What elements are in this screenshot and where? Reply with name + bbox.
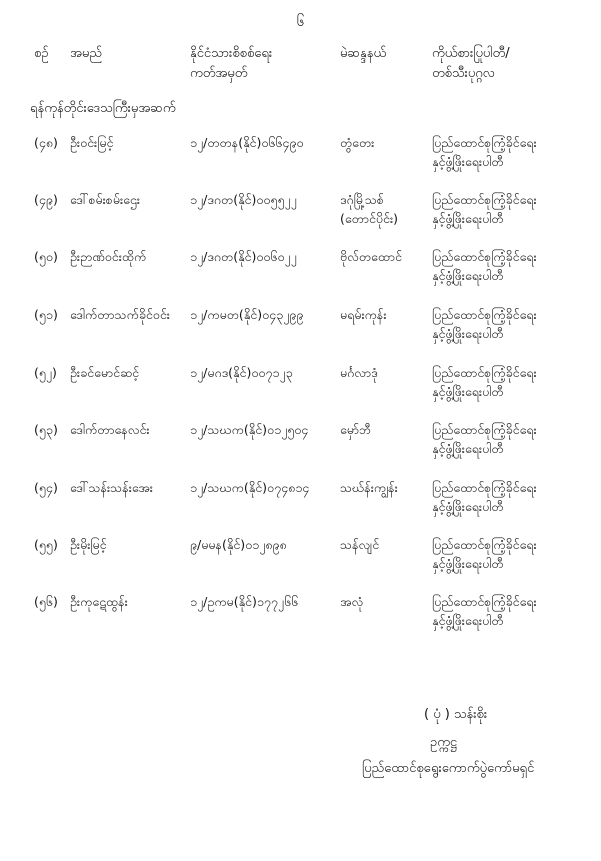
row-constituency — [340, 592, 363, 611]
party-line-1: ပြည်ထောင်စုကြံ့ခိုင်ရေး — [432, 594, 537, 609]
party-line-2: နှင့်ဖွံ့ဖြိုးရေးပါတီ — [432, 613, 504, 628]
row-nrc: ၁၂/သဃက(နိုင်)၀၁၂၅၀၄ — [190, 422, 309, 437]
party-line-2: နှင့်ဖွံ့ဖြိုးရေးပါတီ — [432, 326, 504, 341]
row-number: (၅၅) — [34, 537, 58, 552]
row-number: (၄၉) — [34, 192, 58, 207]
party-line-2: နှင့်ဖွံ့ဖြိုးရေးပါတီ — [432, 384, 504, 399]
party-line-2: နှင့်ဖွံ့ဖြိုးရေးပါတီ — [432, 499, 504, 514]
party-line-1: ပြည်ထောင်စုကြံ့ခိုင်ရေး — [432, 192, 537, 207]
row-constituency — [340, 363, 378, 382]
table-row — [0, 478, 601, 518]
row-constituency — [340, 305, 387, 324]
row-nrc: ၁၂/သဃက(နိုင်)၀၇၄၈၁၄ — [190, 480, 310, 495]
constituency-line-1: သဃ်န်းကျွန်း — [340, 480, 398, 495]
header-nrc-line-2: ကတ်အမှတ် — [190, 66, 248, 81]
row-party — [432, 478, 537, 516]
signature-organization: ပြည်ထောင်စုရွေးကောက်ပွဲကော်မရှင် — [362, 761, 535, 776]
party-line-1: ပြည်ထောင်စုကြံ့ခိုင်ရေး — [432, 480, 537, 495]
row-number: (၅၁) — [34, 307, 58, 322]
table-row — [0, 247, 601, 287]
row-constituency — [340, 478, 398, 497]
row-nrc: ၁၂/ဒဂတ(နိုင်)၀၀၆၀၂၂ — [190, 249, 297, 264]
constituency-line-1: မရမ်းကုန်း — [340, 307, 387, 322]
header-party — [432, 44, 510, 84]
row-party — [432, 420, 537, 458]
table-row — [0, 592, 601, 632]
row-name: ဒေါ်စမ်းစမ်းဌေး — [70, 192, 141, 207]
row-number: (၅၄) — [34, 480, 58, 495]
row-nrc: ၉/မမန(နိုင်)၀၁၂၈၉၈ — [190, 537, 287, 552]
row-party — [432, 535, 537, 573]
party-line-1: ပြည်ထောင်စုကြံ့ခိုင်ရေး — [432, 307, 537, 322]
row-name: ဦးကုဋေထွန်း — [70, 594, 128, 609]
page-number: ၆ — [296, 14, 305, 30]
row-constituency — [340, 247, 402, 266]
row-nrc: ၁၂/တတန(နိုင်)၀၆၆၄၉၀ — [190, 135, 304, 150]
party-line-2: နှင့်ဖွံ့ဖြိုးရေးပါတီ — [432, 441, 504, 456]
row-name: ဦးမိုးမြင့် — [70, 537, 107, 552]
row-constituency — [340, 420, 371, 439]
constituency-line-1: မှော်ဘီ — [340, 422, 372, 437]
constituency-line-1: အလုံ — [340, 594, 364, 609]
constituency-line-1: ဗိုလ်တထောင် — [340, 249, 402, 264]
row-party — [432, 133, 537, 171]
header-nrc-line-1: နိုင်ငံသားစိစစ်ရေး — [190, 46, 273, 61]
party-line-2: နှင့်ဖွံ့ဖြိုးရေးပါတီ — [432, 211, 504, 226]
party-line-1: ပြည်ထောင်စုကြံ့ခိုင်ရေး — [432, 422, 537, 437]
constituency-line-1: ဒဂုံမြို့သစ် — [340, 192, 384, 207]
header-party-line-1: ကိုယ်စားပြုပါတီ/ — [432, 46, 510, 61]
party-line-2: နှင့်ဖွံ့ဖြိုးရေးပါတီ — [432, 556, 504, 571]
party-line-1: ပြည်ထောင်စုကြံ့ခိုင်ရေး — [432, 365, 537, 380]
row-name: ဒေါ်သန်းသန်းအေး — [70, 480, 153, 495]
row-name: ဒေါက်တာသက်ခိုင်ဝင်း — [70, 307, 170, 322]
row-name: ဦးဉာဏ်ဝင်းထိုက် — [70, 249, 147, 264]
party-line-1: ပြည်ထောင်စုကြံ့ခိုင်ရေး — [432, 537, 537, 552]
table-row — [0, 363, 601, 403]
row-number: (၅၆) — [34, 594, 58, 609]
row-number: (၅၃) — [34, 422, 58, 437]
party-line-1: ပြည်ထောင်စုကြံ့ခိုင်ရေး — [432, 249, 537, 264]
header-constituency: မဲဆန္ဒနယ် — [340, 46, 387, 61]
table-row — [0, 133, 601, 173]
row-constituency — [340, 133, 374, 152]
row-nrc: ၁၂/ဒဂတ(နိုင်)၀၀၅၅၂၂ — [190, 192, 297, 207]
header-name: အမည် — [70, 46, 102, 61]
row-nrc: ၁၂/ကမတ(နိုင်)၀၄၃၂၉၉ — [190, 307, 304, 322]
constituency-line-2: (တောင်ပိုင်း) — [340, 211, 399, 226]
row-constituency — [340, 190, 398, 228]
row-number: (၄၈) — [34, 135, 58, 150]
header-nrc — [190, 44, 272, 84]
row-party — [432, 592, 537, 630]
row-party — [432, 363, 537, 401]
table-row — [0, 420, 601, 460]
constituency-line-1: တွံတေး — [340, 135, 375, 150]
section-title: ရန်ကုန်တိုင်းဒေသကြီးမှအဆက် — [30, 101, 176, 116]
row-name: ဦးဝင်းမြင့် — [70, 135, 114, 150]
constituency-line-1: သန်လျင် — [340, 537, 380, 552]
row-number: (၅၀) — [34, 249, 58, 264]
party-line-2: နှင့်ဖွံ့ဖြိုးရေးပါတီ — [432, 154, 504, 169]
party-line-1: ပြည်ထောင်စုကြံ့ခိုင်ရေး — [432, 135, 537, 150]
signature-name: ( ပုံ ) သန်းစိုး — [424, 707, 488, 722]
constituency-line-1: မင်္ဂလာဒုံ — [340, 365, 378, 380]
row-name: ဒေါက်တာနေလင်း — [70, 422, 150, 437]
signature-title: ဥက္ကဋ္ဌ — [430, 735, 457, 750]
row-constituency — [340, 535, 379, 554]
row-party — [432, 305, 537, 343]
header-party-line-2: တစ်သီးပုဂ္ဂလ — [432, 66, 495, 81]
row-nrc: ၁၂/ဥကမ(နိုင်)၁၇၇၂၆၆ — [190, 594, 299, 609]
row-party — [432, 247, 537, 285]
table-row — [0, 190, 601, 230]
row-number: (၅၂) — [34, 365, 57, 380]
row-party — [432, 190, 537, 228]
party-line-2: နှင့်ဖွံ့ဖြိုးရေးပါတီ — [432, 268, 504, 283]
table-row — [0, 535, 601, 575]
row-name: ဦးခင်မောင်ဆင့် — [70, 365, 140, 380]
table-row — [0, 305, 601, 345]
row-nrc: ၁၂/မဂဒ(နိုင်)၀၀၇၁၂၃ — [190, 365, 293, 380]
header-no: စဉ် — [34, 46, 49, 61]
